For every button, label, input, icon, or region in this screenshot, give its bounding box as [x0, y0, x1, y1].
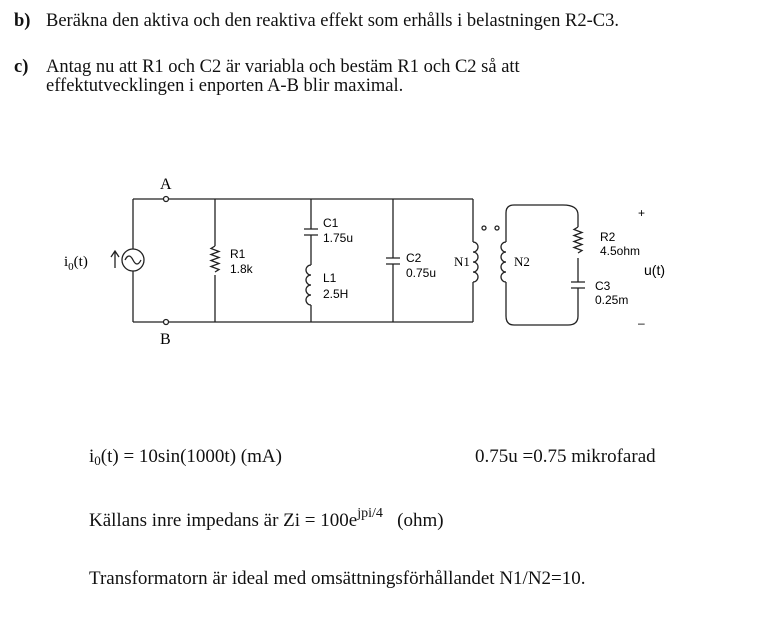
- question-c-text-line1: Antag nu att R1 och C2 är variabla och bestäm R1 och C2 så att: [46, 57, 520, 77]
- resistor-r1: [211, 246, 219, 272]
- c2-value: 0.75u: [406, 266, 437, 280]
- source-sine: [125, 256, 141, 264]
- question-b-label: b): [14, 11, 31, 31]
- terminal-b: [164, 320, 169, 325]
- source-arrow: [111, 251, 119, 268]
- inductor-l1: [306, 265, 311, 305]
- capacitor-c3: [571, 282, 585, 288]
- question-c-label: c): [14, 57, 29, 77]
- coil-n1: [473, 242, 478, 282]
- polarity-dot-n1: [482, 226, 486, 230]
- coil-n2: [501, 242, 506, 282]
- c3-value: 0.25m: [595, 293, 629, 307]
- r2-value: 4.5ohm: [600, 244, 641, 258]
- c1-name: C1: [323, 216, 339, 230]
- c3-name: C3: [595, 279, 611, 293]
- capacitor-c1: [304, 229, 318, 235]
- n2-label: N2: [514, 254, 530, 269]
- r1-name: R1: [230, 247, 246, 261]
- source-equation: $i_0(t) = 10\sin(1000t)$ (mA): [89, 446, 282, 468]
- r2-name: R2: [600, 230, 616, 244]
- output-label: u(t): [644, 262, 665, 278]
- node-b-label: B: [160, 331, 171, 348]
- transformer-statement: Transformatorn är ideal med omsättningsförhållandet N1/N2=10.: [89, 568, 586, 589]
- capacitor-c2: [386, 258, 400, 264]
- l1-value: 2.5H: [323, 287, 349, 301]
- impedance-statement: Källans inre impedans är $Zi = 100e^{jpi/4}$ (ohm): [89, 506, 444, 531]
- node-a-label: A: [160, 176, 172, 193]
- source-label: $i_0(t)$: [64, 254, 88, 273]
- terminal-a: [164, 197, 169, 202]
- question-b-text: Beräkna den aktiva och den reaktiva effekt som erhålls i belastningen R2-C3.: [46, 11, 619, 31]
- resistor-r2: [574, 227, 582, 253]
- c2-name: C2: [406, 251, 422, 265]
- c1-value: 1.75u: [323, 231, 354, 245]
- l1-name: L1: [323, 271, 337, 285]
- unit-note: 0.75u =0.75 mikrofarad: [475, 446, 656, 467]
- question-c-text-line2: effektutvecklingen i enporten A-B blir maximal.: [46, 76, 404, 96]
- output-plus: +: [638, 206, 646, 220]
- polarity-dot-n2: [495, 226, 499, 230]
- output-minus: –: [638, 316, 645, 330]
- n1-label: N1: [454, 254, 470, 269]
- r1-value: 1.8k: [230, 262, 253, 276]
